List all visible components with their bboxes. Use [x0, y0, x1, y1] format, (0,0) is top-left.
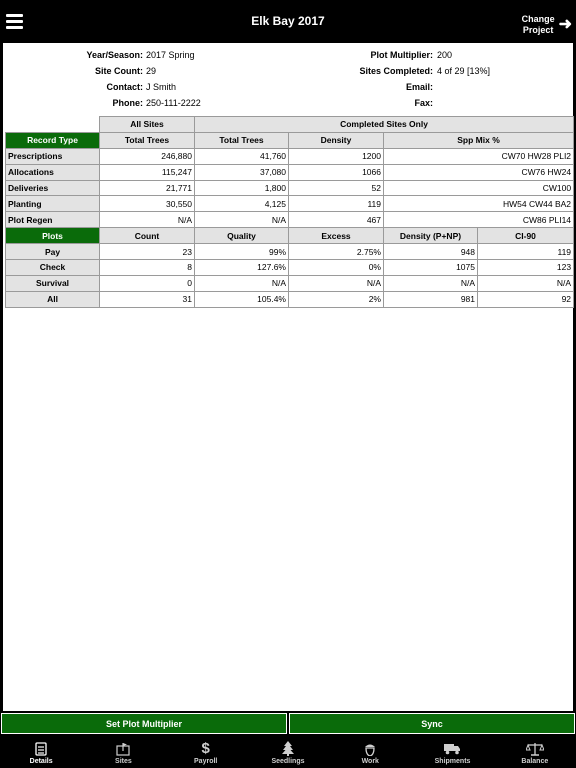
count-cell: 31	[100, 291, 195, 307]
record-type-header: Record Type	[6, 132, 100, 148]
density-cell: 467	[289, 212, 384, 228]
all-total-trees-cell: 246,880	[100, 148, 195, 164]
quality-cell: 105.4%	[195, 291, 289, 307]
plot-multiplier-label: Plot Multiplier:	[370, 50, 433, 60]
table-row	[6, 291, 574, 307]
nav-item-work[interactable]	[329, 736, 411, 768]
summary-table	[5, 116, 574, 308]
sync-button[interactable]: Sync	[289, 713, 575, 734]
spp-mix-cell: HW54 CW44 BA2	[384, 196, 574, 212]
plot-type-label: All	[6, 291, 100, 307]
document-icon	[35, 741, 47, 756]
record-type-label: Prescriptions	[6, 148, 100, 164]
completed-total-trees-header: Total Trees	[195, 132, 289, 148]
completed-total-trees-cell: 4,125	[195, 196, 289, 212]
nav-label-shipments: Shipments	[434, 758, 471, 765]
nav-item-seedlings[interactable]	[247, 736, 329, 768]
flag-icon	[116, 741, 130, 756]
group-header-row	[6, 117, 574, 133]
all-total-trees-cell: 115,247	[100, 164, 195, 180]
ci90-cell: 123	[478, 260, 574, 276]
top-bar	[0, 0, 576, 43]
plot-type-label: Check	[6, 260, 100, 276]
excess-cell: 2%	[289, 291, 384, 307]
nav-item-payroll[interactable]	[165, 736, 247, 768]
nav-label-balance: Balance	[521, 758, 549, 765]
nav-item-shipments[interactable]	[411, 736, 493, 768]
spp-mix-cell: CW100	[384, 180, 574, 196]
plot-type-label: Survival	[6, 275, 100, 291]
density-pnp-header: Density (P+NP)	[384, 228, 478, 244]
site-count-value: 29	[146, 66, 157, 76]
nav-label-sites: Sites	[115, 758, 132, 765]
details-content	[3, 43, 573, 711]
nav-label-payroll: Payroll	[194, 758, 218, 765]
record-type-label: Planting	[6, 196, 100, 212]
acorn-icon	[364, 741, 376, 756]
year-season-label: Year/Season:	[86, 50, 143, 60]
all-total-trees-header: Total Trees	[100, 132, 195, 148]
nav-label-details: Details	[29, 758, 53, 765]
nav-label-work: Work	[361, 758, 379, 765]
change-project-label-line2: Project	[522, 25, 554, 35]
density-cell: 1066	[289, 164, 384, 180]
quality-cell: 127.6%	[195, 260, 289, 276]
completed-sites-header: Completed Sites Only	[195, 117, 574, 133]
page-title: Elk Bay 2017	[251, 14, 325, 28]
table-row	[6, 180, 574, 196]
table-row	[6, 196, 574, 212]
all-total-trees-cell: 21,771	[100, 180, 195, 196]
ci90-header: CI-90	[478, 228, 574, 244]
all-total-trees-cell: N/A	[100, 212, 195, 228]
excess-cell: 2.75%	[289, 244, 384, 260]
contact-value: J Smith	[146, 82, 177, 92]
density-header: Density	[289, 132, 384, 148]
contact-label: Contact:	[106, 82, 143, 92]
spp-mix-header: Spp Mix %	[384, 132, 574, 148]
excess-cell: N/A	[289, 275, 384, 291]
action-bar	[0, 713, 576, 734]
density-pnp-cell: 1075	[384, 260, 478, 276]
sites-completed-value: 4 of 29 [13%]	[437, 66, 491, 76]
ci90-cell: 92	[478, 291, 574, 307]
change-project-label-line1: Change	[521, 14, 555, 24]
phone-label: Phone:	[112, 98, 143, 108]
completed-total-trees-cell: N/A	[195, 212, 289, 228]
email-label: Email:	[405, 82, 433, 92]
nav-label-seedlings: Seedlings	[271, 758, 305, 765]
completed-total-trees-cell: 41,760	[195, 148, 289, 164]
all-sites-header: All Sites	[100, 117, 195, 133]
site-count-label: Site Count:	[95, 66, 143, 76]
plot-type-label: Pay	[6, 244, 100, 260]
spp-mix-cell: CW76 HW24	[384, 164, 574, 180]
table-row	[6, 164, 574, 180]
quality-cell: N/A	[195, 275, 289, 291]
density-pnp-cell: 981	[384, 291, 478, 307]
phone-value: 250-111-2222	[146, 98, 201, 108]
scale-icon	[526, 741, 544, 756]
density-cell: 1200	[289, 148, 384, 164]
record-header-row	[6, 132, 574, 148]
table-row	[6, 260, 574, 276]
year-season-value: 2017 Spring	[146, 50, 195, 60]
dollar-icon: $	[201, 740, 210, 757]
density-pnp-cell: 948	[384, 244, 478, 260]
sites-completed-label: Sites Completed:	[359, 66, 433, 76]
arrow-right-icon: ➜	[558, 16, 572, 33]
nav-item-balance[interactable]	[494, 736, 576, 768]
ci90-cell: N/A	[478, 275, 574, 291]
plots-header-row	[6, 228, 574, 244]
count-cell: 23	[100, 244, 195, 260]
count-cell: 8	[100, 260, 195, 276]
fax-label: Fax:	[414, 98, 433, 108]
truck-icon	[444, 741, 461, 756]
record-type-label: Deliveries	[6, 180, 100, 196]
count-header: Count	[100, 228, 195, 244]
completed-total-trees-cell: 1,800	[195, 180, 289, 196]
nav-item-details[interactable]	[0, 736, 82, 768]
count-cell: 0	[100, 275, 195, 291]
completed-total-trees-cell: 37,080	[195, 164, 289, 180]
quality-header: Quality	[195, 228, 289, 244]
table-row	[6, 148, 574, 164]
table-row	[6, 212, 574, 228]
nav-item-sites[interactable]	[82, 736, 164, 768]
all-total-trees-cell: 30,550	[100, 196, 195, 212]
spp-mix-cell: CW70 HW28 PLI2	[384, 148, 574, 164]
set-plot-multiplier-button[interactable]: Set Plot Multiplier	[1, 713, 287, 734]
quality-cell: 99%	[195, 244, 289, 260]
table-row	[6, 275, 574, 291]
spp-mix-cell: CW86 PLI14	[384, 212, 574, 228]
empty-cell	[6, 117, 100, 133]
plot-multiplier-value: 200	[437, 50, 453, 60]
change-project-button[interactable]	[522, 14, 572, 36]
bottom-nav	[0, 736, 576, 768]
record-type-label: Allocations	[6, 164, 100, 180]
table-row	[6, 244, 574, 260]
excess-header: Excess	[289, 228, 384, 244]
density-cell: 119	[289, 196, 384, 212]
tree-icon	[282, 741, 294, 756]
density-pnp-cell: N/A	[384, 275, 478, 291]
plots-header: Plots	[6, 228, 100, 244]
excess-cell: 0%	[289, 260, 384, 276]
density-cell: 52	[289, 180, 384, 196]
record-type-label: Plot Regen	[6, 212, 100, 228]
ci90-cell: 119	[478, 244, 574, 260]
